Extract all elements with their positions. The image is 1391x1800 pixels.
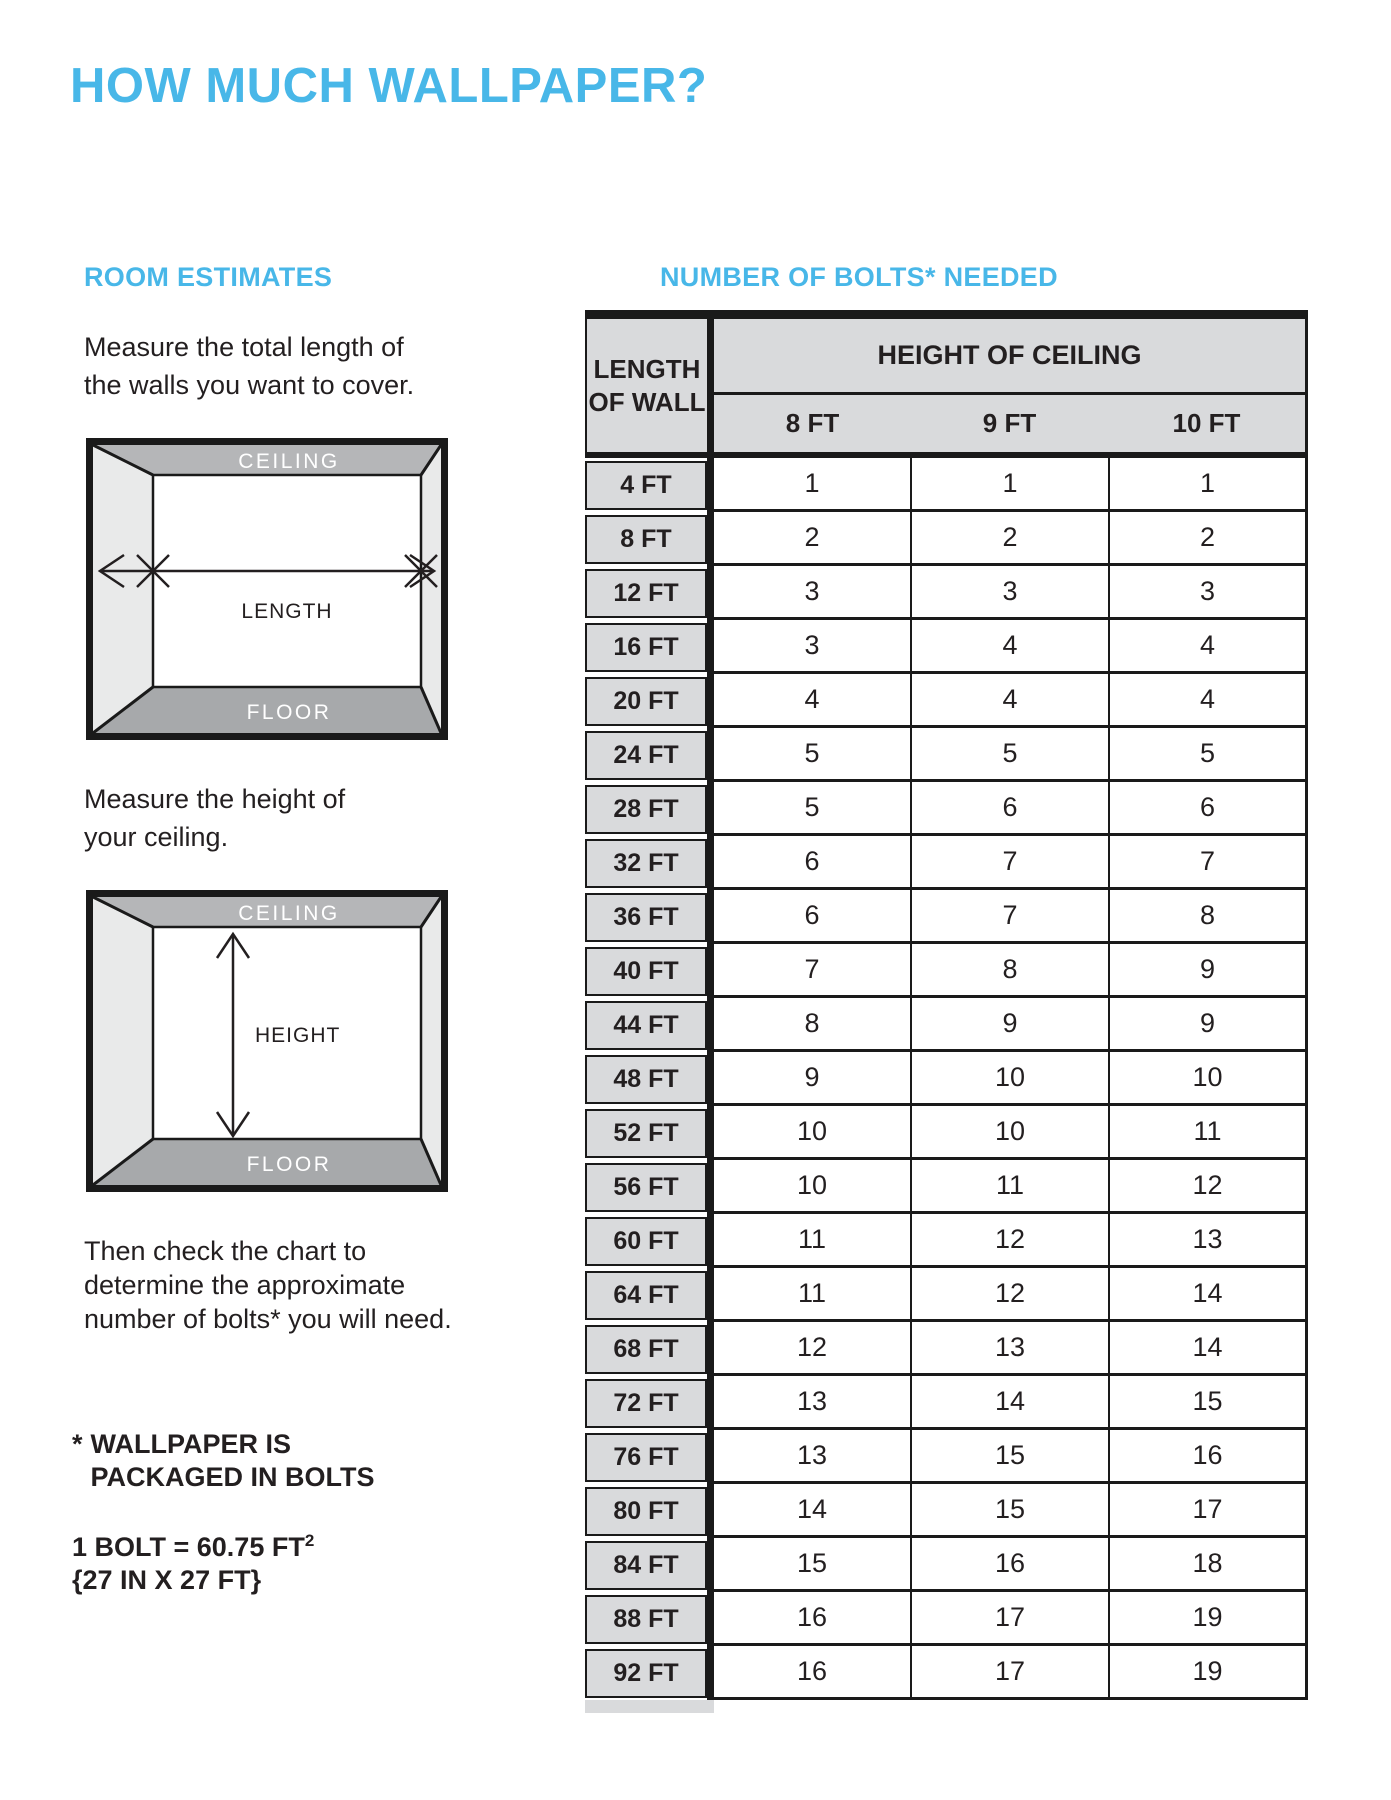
bolt-count-cell: 15 <box>912 1484 1110 1538</box>
bolt-count-cell: 12 <box>1110 1160 1308 1214</box>
column-divider <box>707 836 714 890</box>
bolt-count-cell: 10 <box>714 1160 912 1214</box>
bolt-count-cell: 4 <box>714 674 912 728</box>
table-body <box>585 458 1308 1700</box>
bolt-count-cell: 13 <box>912 1322 1110 1376</box>
column-divider <box>707 1106 714 1160</box>
step3-line3: number of bolts* you will need. <box>84 1304 452 1334</box>
wall-length-label <box>585 458 707 512</box>
length-room-diagram <box>86 438 448 740</box>
table-row <box>585 782 1308 836</box>
wall-length-label <box>585 512 707 566</box>
bolt-count-cell: 9 <box>1110 998 1308 1052</box>
table-bottom-stub <box>585 1700 714 1713</box>
wall-length-label <box>585 998 707 1052</box>
column-divider <box>707 1052 714 1106</box>
column-divider <box>707 944 714 998</box>
wall-length-label <box>585 890 707 944</box>
wall-length-text: 44 FT <box>585 1001 707 1050</box>
back-wall <box>153 475 421 687</box>
wall-length-label <box>585 1484 707 1538</box>
column-divider <box>707 1160 714 1214</box>
bolt-count-cell: 7 <box>912 890 1110 944</box>
wall-length-label <box>585 1322 707 1376</box>
bolt-count-cell: 6 <box>714 890 912 944</box>
table-row <box>585 836 1308 890</box>
table-row <box>585 1214 1308 1268</box>
bolts-table-heading: NUMBER OF BOLTS* NEEDED <box>660 262 1058 292</box>
bolt-count-cell: 9 <box>1110 944 1308 998</box>
bolt-count-cell: 16 <box>912 1538 1110 1592</box>
table-row <box>585 458 1308 512</box>
column-divider <box>707 1376 714 1430</box>
bolt-count-cell: 11 <box>714 1214 912 1268</box>
wall-length-text: 28 FT <box>585 785 707 834</box>
column-divider <box>707 1322 714 1376</box>
bolt-count-cell: 1 <box>912 458 1110 512</box>
column-divider <box>707 566 714 620</box>
table-row <box>585 512 1308 566</box>
column-divider <box>707 1268 714 1322</box>
bolts-footnote <box>72 1428 375 1494</box>
bolts-table <box>585 310 1308 1713</box>
wall-length-text: 68 FT <box>585 1325 707 1374</box>
bolt-count-cell: 14 <box>1110 1322 1308 1376</box>
floor-label: FLOOR <box>246 1153 332 1176</box>
bolt-count-cell: 16 <box>1110 1430 1308 1484</box>
table-row <box>585 1484 1308 1538</box>
floor-label: FLOOR <box>246 701 332 724</box>
length-arrow-label: LENGTH <box>241 600 333 623</box>
wall-length-text: 40 FT <box>585 947 707 996</box>
bolt-count-cell: 16 <box>714 1646 912 1700</box>
table-row <box>585 1160 1308 1214</box>
bolt-count-cell: 4 <box>912 620 1110 674</box>
table-row <box>585 566 1308 620</box>
bolt-count-cell: 3 <box>714 566 912 620</box>
wall-length-label <box>585 1214 707 1268</box>
table-row <box>585 1592 1308 1646</box>
subheader-8ft: 8 FT <box>785 408 840 438</box>
bolt-count-cell: 10 <box>714 1106 912 1160</box>
column-divider <box>707 1592 714 1646</box>
bolt-count-cell: 14 <box>912 1376 1110 1430</box>
table-row <box>585 1106 1308 1160</box>
wall-length-label <box>585 1646 707 1700</box>
bolt-count-cell: 4 <box>1110 674 1308 728</box>
wall-length-text: 72 FT <box>585 1379 707 1428</box>
column-divider <box>707 998 714 1052</box>
column-divider <box>707 319 714 452</box>
wall-length-label <box>585 1106 707 1160</box>
footnote-line1: WALLPAPER IS <box>90 1429 292 1459</box>
step3-text <box>84 1234 452 1336</box>
left-wall <box>93 445 153 733</box>
column-divider <box>707 1430 714 1484</box>
bolt-count-cell: 12 <box>714 1322 912 1376</box>
bolt-count-cell: 17 <box>912 1646 1110 1700</box>
bolt-dimensions: {27 IN X 27 FT} <box>72 1565 262 1595</box>
bolt-count-cell: 9 <box>714 1052 912 1106</box>
wall-length-label <box>585 1592 707 1646</box>
bolt-count-cell: 6 <box>1110 782 1308 836</box>
bolt-count-cell: 19 <box>1110 1592 1308 1646</box>
column-divider <box>707 620 714 674</box>
bolt-count-cell: 2 <box>1110 512 1308 566</box>
column-divider <box>707 890 714 944</box>
height-room-diagram <box>86 890 448 1192</box>
length-of-wall-header <box>585 319 707 452</box>
table-row <box>585 1268 1308 1322</box>
wall-length-label <box>585 944 707 998</box>
wall-length-text: 56 FT <box>585 1163 707 1212</box>
bolt-size-line <box>72 1524 314 1564</box>
wall-length-text: 80 FT <box>585 1487 707 1536</box>
bolt-count-cell: 15 <box>912 1430 1110 1484</box>
column-divider <box>707 1484 714 1538</box>
asterisk: * <box>72 1429 83 1459</box>
wall-length-label <box>585 728 707 782</box>
bolt-count-cell: 12 <box>912 1214 1110 1268</box>
table-row <box>585 1052 1308 1106</box>
wall-length-text: 20 FT <box>585 677 707 726</box>
ceiling-height-subheaders <box>714 395 1308 452</box>
ceiling-label: CEILING <box>238 902 340 925</box>
bolt-count-cell: 19 <box>1110 1646 1308 1700</box>
wall-length-label <box>585 566 707 620</box>
bolt-count-cell: 15 <box>714 1538 912 1592</box>
bolt-count-cell: 11 <box>1110 1106 1308 1160</box>
bolt-count-cell: 7 <box>912 836 1110 890</box>
room-estimates-heading: ROOM ESTIMATES <box>84 262 333 292</box>
table-row <box>585 728 1308 782</box>
wall-length-label <box>585 1430 707 1484</box>
bolt-count-cell: 17 <box>912 1592 1110 1646</box>
wall-length-text: 12 FT <box>585 569 707 618</box>
height-arrow-label: HEIGHT <box>255 1024 341 1047</box>
bolt-count-cell: 10 <box>912 1052 1110 1106</box>
table-row <box>585 1376 1308 1430</box>
table-row <box>585 998 1308 1052</box>
bolt-count-cell: 8 <box>714 998 912 1052</box>
height-of-ceiling-header: HEIGHT OF CEILING <box>714 319 1308 395</box>
bolt-count-cell: 2 <box>912 512 1110 566</box>
bolt-count-cell: 9 <box>912 998 1110 1052</box>
table-header <box>585 319 1308 452</box>
length-of-wall-line2: OF WALL <box>588 386 706 417</box>
bolt-count-cell: 5 <box>714 728 912 782</box>
wall-length-text: 16 FT <box>585 623 707 672</box>
step3-line1: Then check the chart to <box>84 1236 367 1266</box>
bolt-count-cell: 4 <box>1110 620 1308 674</box>
bolt-count-cell: 3 <box>912 566 1110 620</box>
step2-line2: your ceiling. <box>84 822 229 852</box>
bolt-equation <box>72 1524 314 1597</box>
column-divider <box>707 1538 714 1592</box>
bolt-count-cell: 11 <box>714 1268 912 1322</box>
wall-length-text: 88 FT <box>585 1595 707 1644</box>
wall-length-label <box>585 1052 707 1106</box>
ceiling-label: CEILING <box>238 450 340 473</box>
wall-length-label <box>585 674 707 728</box>
table-row <box>585 890 1308 944</box>
bolt-count-cell: 2 <box>714 512 912 566</box>
right-wall <box>421 445 441 733</box>
bolt-count-cell: 6 <box>714 836 912 890</box>
column-divider <box>707 1214 714 1268</box>
bolt-size-superscript: 2 <box>304 1531 315 1550</box>
step1-text <box>84 328 414 404</box>
bolt-count-cell: 7 <box>1110 836 1308 890</box>
footnote-line2: PACKAGED IN BOLTS <box>90 1462 375 1492</box>
bolt-count-cell: 4 <box>912 674 1110 728</box>
right-wall <box>421 897 441 1185</box>
left-wall <box>93 897 153 1185</box>
step3-line2: determine the approximate <box>84 1270 406 1300</box>
wall-length-label <box>585 836 707 890</box>
subheader-10ft: 10 FT <box>1172 408 1241 438</box>
wall-length-label <box>585 1376 707 1430</box>
column-divider <box>707 674 714 728</box>
column-divider <box>707 512 714 566</box>
bolt-count-cell: 5 <box>714 782 912 836</box>
wall-length-text: 48 FT <box>585 1055 707 1104</box>
bolt-count-cell: 5 <box>912 728 1110 782</box>
wall-length-text: 64 FT <box>585 1271 707 1320</box>
wall-length-label <box>585 1538 707 1592</box>
wall-length-text: 4 FT <box>585 461 707 510</box>
bolt-count-cell: 14 <box>714 1484 912 1538</box>
table-row <box>585 620 1308 674</box>
step1-line1: Measure the total length of <box>84 332 404 362</box>
footnote-lines <box>91 1428 375 1494</box>
step2-text <box>84 780 345 856</box>
wall-length-label <box>585 782 707 836</box>
bolt-count-cell: 7 <box>714 944 912 998</box>
table-row <box>585 674 1308 728</box>
step1-line2: the walls you want to cover. <box>84 370 415 400</box>
bolt-count-cell: 13 <box>1110 1214 1308 1268</box>
wall-length-text: 24 FT <box>585 731 707 780</box>
bolt-count-cell: 8 <box>912 944 1110 998</box>
wall-length-label <box>585 1268 707 1322</box>
wall-length-text: 92 FT <box>585 1649 707 1698</box>
bolt-count-cell: 6 <box>912 782 1110 836</box>
ceiling-header-block <box>714 319 1308 452</box>
table-row <box>585 1646 1308 1700</box>
wall-length-label <box>585 1160 707 1214</box>
wall-length-text: 32 FT <box>585 839 707 888</box>
wall-length-text: 76 FT <box>585 1433 707 1482</box>
table-row <box>585 1430 1308 1484</box>
table-row <box>585 1322 1308 1376</box>
table-row <box>585 944 1308 998</box>
bolt-count-cell: 3 <box>714 620 912 674</box>
bolt-count-cell: 1 <box>1110 458 1308 512</box>
step2-line1: Measure the height of <box>84 784 346 814</box>
length-of-wall-line1: LENGTH <box>593 353 701 384</box>
bolt-count-cell: 8 <box>1110 890 1308 944</box>
column-divider <box>707 1646 714 1700</box>
bolt-count-cell: 14 <box>1110 1268 1308 1322</box>
wall-length-text: 60 FT <box>585 1217 707 1266</box>
bolt-count-cell: 10 <box>912 1106 1110 1160</box>
bolt-count-cell: 16 <box>714 1592 912 1646</box>
bolt-count-cell: 17 <box>1110 1484 1308 1538</box>
table-top-border <box>585 310 1308 319</box>
wall-length-text: 84 FT <box>585 1541 707 1590</box>
bolt-count-cell: 3 <box>1110 566 1308 620</box>
column-divider <box>707 782 714 836</box>
bolt-count-cell: 13 <box>714 1376 912 1430</box>
bolt-count-cell: 15 <box>1110 1376 1308 1430</box>
bolt-size-text: 1 BOLT = 60.75 FT <box>72 1532 305 1562</box>
column-divider <box>707 458 714 512</box>
wall-length-text: 36 FT <box>585 893 707 942</box>
subheader-9ft: 9 FT <box>982 408 1037 438</box>
wall-length-text: 8 FT <box>585 515 707 564</box>
bolt-count-cell: 5 <box>1110 728 1308 782</box>
bolt-count-cell: 18 <box>1110 1538 1308 1592</box>
page-title: HOW MUCH WALLPAPER? <box>70 59 708 113</box>
bolt-count-cell: 11 <box>912 1160 1110 1214</box>
bolt-count-cell: 10 <box>1110 1052 1308 1106</box>
bolt-count-cell: 1 <box>714 458 912 512</box>
bolt-count-cell: 12 <box>912 1268 1110 1322</box>
wall-length-label <box>585 620 707 674</box>
table-row <box>585 1538 1308 1592</box>
wall-length-text: 52 FT <box>585 1109 707 1158</box>
bolt-count-cell: 13 <box>714 1430 912 1484</box>
column-divider <box>707 728 714 782</box>
